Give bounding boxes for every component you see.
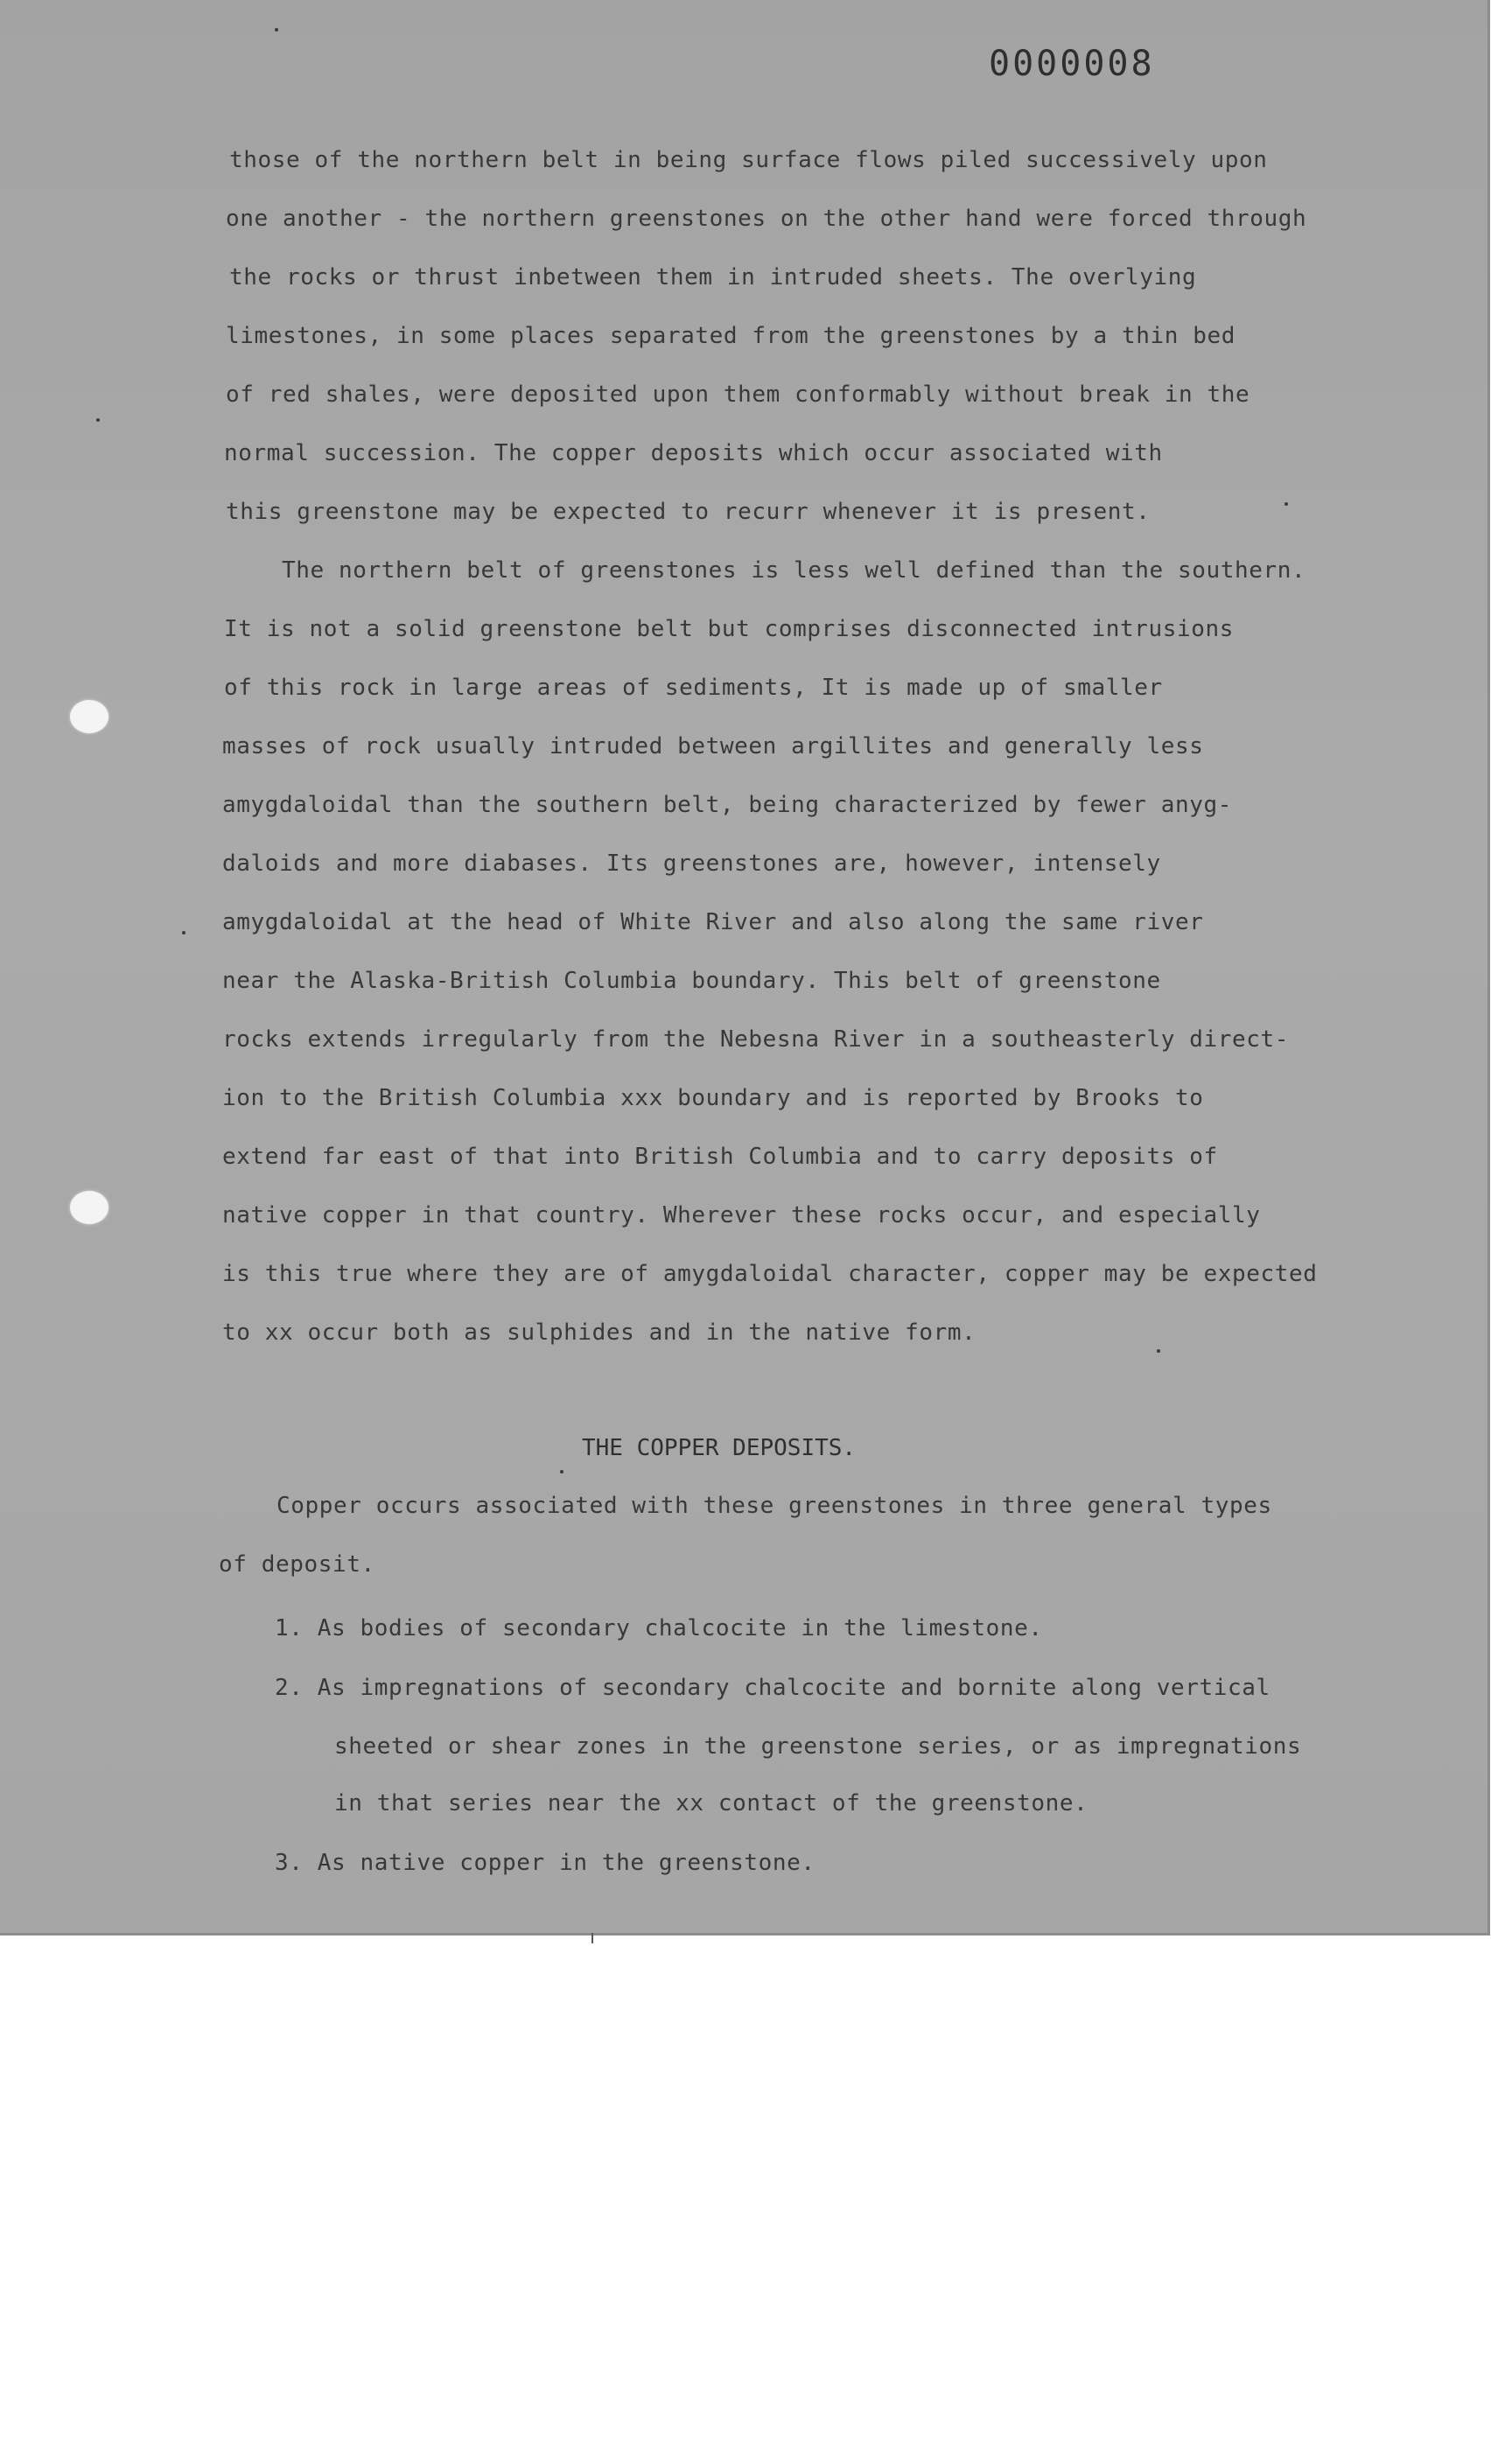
text-line: ion to the British Columbia xxx boundary and is reported by Brooks to (222, 1085, 1204, 1111)
text-line: sheeted or shear zones in the greenstone series, or as impregnations (334, 1733, 1302, 1760)
text-line: Copper occurs associated with these greenstones in three general types (276, 1493, 1272, 1519)
scan-speck (1157, 1349, 1160, 1353)
text-line: to xx occur both as sulphides and in the native form. (222, 1320, 976, 1346)
text-line: normal succession. The copper deposits which occur associated with (224, 440, 1163, 466)
section-heading: THE COPPER DEPOSITS. (582, 1435, 857, 1461)
binder-hole-bottom (70, 1191, 108, 1224)
text-line: rocks extends irregularly from the Nebesna River in a southeasterly direct- (222, 1026, 1289, 1053)
page-number: 0000008 (989, 44, 1155, 84)
text-line: The northern belt of greenstones is less well defined than the southern. (282, 557, 1306, 584)
text-line: daloids and more diabases. Its greenstones are, however, intensely (222, 850, 1161, 877)
text-line: limestones, in some places separated from the greenstones by a thin bed (226, 323, 1236, 349)
text-line: of red shales, were deposited upon them conformably without break in the (226, 382, 1250, 408)
text-line: native copper in that country. Wherever these rocks occur, and especially (222, 1202, 1261, 1228)
text-line: of deposit. (219, 1551, 375, 1578)
text-line: this greenstone may be expected to recurr whenever it is present. (226, 499, 1151, 525)
text-line: is this true where they are of amygdaloidal character, copper may be expected (222, 1261, 1318, 1287)
list-item: 2. As impregnations of secondary chalcocite and bornite along vertical (275, 1675, 1270, 1701)
list-item: 1. As bodies of secondary chalcocite in the limestone. (275, 1615, 1043, 1642)
binder-hole-top (70, 700, 108, 733)
text-line: one another - the northern greenstones on the other hand were forced through (226, 206, 1307, 232)
scan-speck (560, 1470, 564, 1474)
text-line: those of the northern belt in being surface flows piled successively upon (229, 147, 1268, 173)
text-line: near the Alaska-British Columbia boundary. This belt of greenstone (222, 968, 1161, 994)
scan-speck (182, 931, 186, 934)
text-line: amygdaloidal than the southern belt, being characterized by fewer anyg- (222, 792, 1232, 818)
scan-speck (1284, 502, 1288, 506)
text-line: amygdaloidal at the head of White River and also along the same river (222, 909, 1204, 935)
text-line: in that series near the xx contact of the greenstone. (334, 1790, 1088, 1816)
text-line: of this rock in large areas of sediments, It is made up of smaller (224, 675, 1163, 701)
scan-speck (275, 28, 278, 32)
list-item: 3. As native copper in the greenstone. (275, 1850, 816, 1876)
text-line: masses of rock usually intruded between argillites and generally less (222, 733, 1204, 760)
scan-edge-mark (592, 1933, 593, 1943)
text-line: extend far east of that into British Columbia and to carry deposits of (222, 1144, 1218, 1170)
text-line: the rocks or thrust inbetween them in intruded sheets. The overlying (229, 264, 1197, 290)
scan-speck (96, 418, 100, 422)
text-line: It is not a solid greenstone belt but comprises disconnected intrusions (224, 616, 1234, 642)
